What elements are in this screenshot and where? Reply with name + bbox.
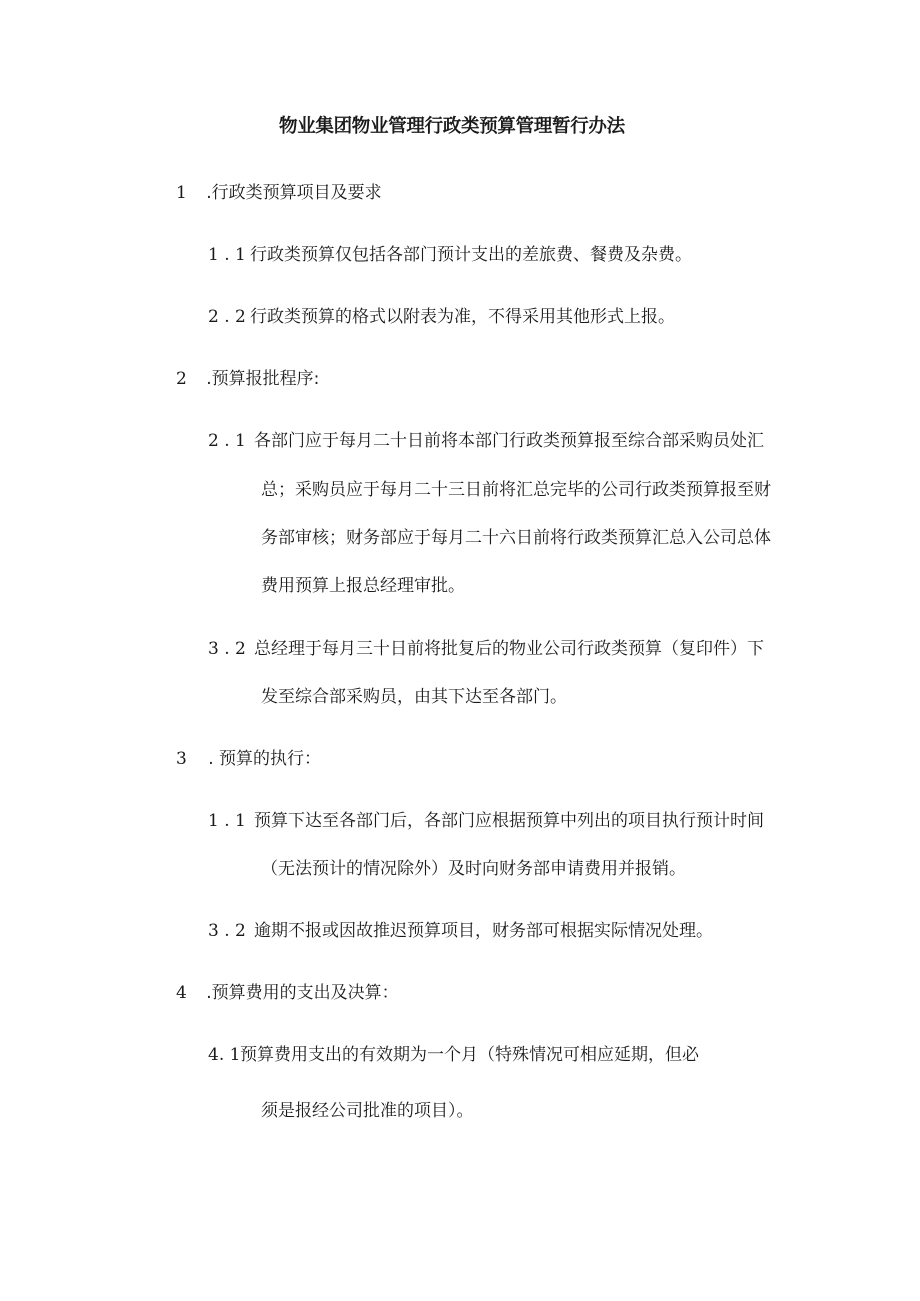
section-number: 2: [176, 369, 187, 389]
item-number: 4. 1: [208, 1045, 241, 1065]
item-3-1: [208, 809, 764, 833]
item-text-line: 总经理于每月三十日前将批复后的物业公司行政类预算（复印件）下: [254, 639, 764, 659]
item-1-2: [208, 305, 675, 329]
section-title: . 预算的执行：: [208, 749, 322, 769]
item-text-line: 须是报经公司批准的项目）。: [261, 1101, 474, 1121]
item-text-line: 逾期不报或因故推迟预算项目，财务部可根据实际情况处理。: [254, 921, 713, 941]
section-title: .预算报批程序:: [206, 369, 320, 389]
item-number: 3 . 2: [208, 921, 246, 941]
item-number: 3 . 2: [208, 639, 246, 659]
item-number: 2 . 1: [208, 431, 246, 451]
item-text-line: 预算下达至各部门后，各部门应根据预算中列出的项目执行预计时间: [254, 811, 764, 831]
item-1-1: [208, 243, 692, 267]
item-text-line: （无法预计的情况除外）及时向财务部申请费用并报销。: [261, 859, 686, 879]
section-number: 4: [176, 983, 187, 1003]
item-text-line: 预算费用支出的有效期为一个月（特殊情况可相应延期，但必: [240, 1045, 699, 1065]
item-text-line: 行政类预算的格式以附表为准，不得采用其他形式上报。: [250, 307, 675, 327]
item-number: 1 . 1: [208, 811, 246, 831]
item-number: 1 . 1: [208, 245, 246, 265]
section-heading-2: [176, 367, 319, 391]
page-title: 物业集团物业管理行政类预算管理暂行办法: [279, 116, 625, 137]
item-text-line: 发至综合部采购员，由其下达至各部门。: [261, 687, 567, 707]
item-3-2: [208, 919, 713, 943]
section-number: 3: [176, 749, 187, 769]
section-title: .预算费用的支出及决算：: [206, 983, 399, 1003]
section-heading-1: [176, 181, 382, 205]
item-number: 2 . 2: [208, 307, 246, 327]
item-text-line: 总；采购员应于每月二十三日前将汇总完毕的公司行政类预算报至财: [261, 480, 771, 500]
item-2-2: [208, 637, 764, 661]
item-2-1: [208, 429, 764, 453]
section-title: .行政类预算项目及要求: [206, 183, 382, 203]
section-number: 1: [176, 183, 187, 203]
item-text-line: 各部门应于每月二十日前将本部门行政类预算报至综合部采购员处汇: [254, 431, 764, 451]
item-4-1: [208, 1043, 699, 1067]
item-text-line: 费用预算上报总经理审批。: [261, 576, 465, 596]
item-text-line: 行政类预算仅包括各部门预计支出的差旅费、餐费及杂费。: [250, 245, 692, 265]
item-text-line: 务部审核；财务部应于每月二十六日前将行政类预算汇总入公司总体: [261, 528, 771, 548]
section-heading-4: [176, 981, 399, 1005]
section-heading-3: [176, 747, 321, 771]
